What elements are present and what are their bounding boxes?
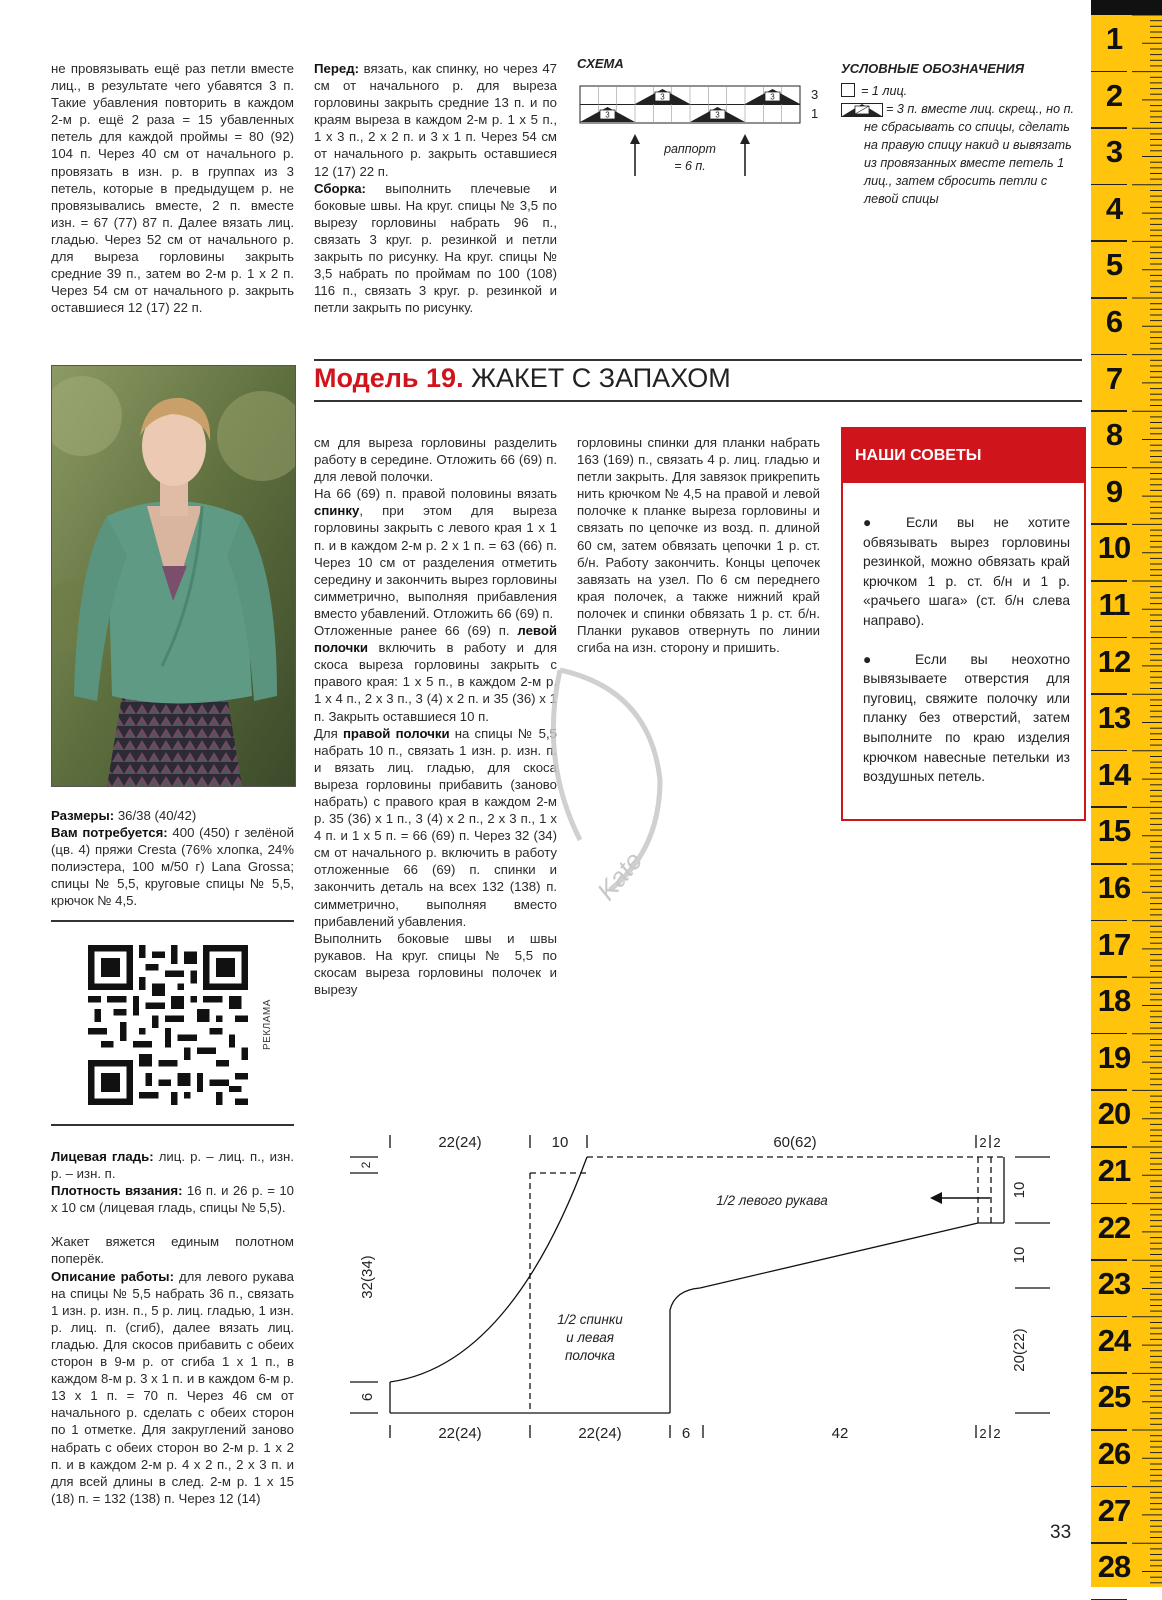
ruler-number: 17 xyxy=(1097,926,1131,962)
ruler-line xyxy=(1091,1259,1127,1261)
right-paragraph: горловины спинки для планки набрать 163 (169) п., связать 4 р. лиц. гладью и петли закрыть. Для завязок прикрепить нить крючком № 4,5 на правой и левой полочке к планке выреза горловины и связать по цепочке из возд. п. длиной 60 см, затем обвязать цепочки 1 р. ст. б/н. Работу закончить. Концы цепочек завязать на узел. По 6 см переднего края полочек, а также нижний край полочек и спинки обвязать 1 р. ст. б/н. Планки рукавов отвернуть по линии сгиба на изн. сторону и пришить. xyxy=(577,435,820,656)
qr-code[interactable] xyxy=(88,945,248,1105)
top-column-1-text: не провязывать ещё раз петли вместе лиц., в результате чего убавятся 3 п. Такие убавления повторить в каждом 2-м р. ещё 2 раза = 15 убавленных петель для каждой проймы = 80 (92) 104 п. Через 40 см от начального р. провязать в изн. р. в группах из 3 петель, которые в предыдущем р. не провязывались вместе, 2 п. вместе изн. = 67 (77) 87 п. Далее вязать лиц. гладью. Через 52 см от начального р. для выреза горловины закрыть средние 39 п., затем во 2-м р. 1 х 2 п. Через 54 см от начального р. закрыть оставшиеся 12 (17) 22 п. xyxy=(51,61,294,316)
dim-right-b: 10 xyxy=(1011,1246,1028,1264)
right-column xyxy=(577,434,820,656)
ruler-line xyxy=(1091,1316,1127,1318)
ruler-number: 1 xyxy=(1105,21,1123,56)
title-rule-top xyxy=(314,359,1082,361)
ruler-number: 2 xyxy=(1105,77,1123,113)
ruler-line xyxy=(1091,693,1127,695)
scheme-cell-number: 3 xyxy=(715,110,720,120)
model-title xyxy=(314,363,731,394)
right-front-paragraph: Для правой полочки на спицы № 5,5 набрать 10 п., связать 1 изн. р. изн. п. и вязать лиц. гладью, для скоса выреза горловины прибавить (заново набрать) с правого края в каждом 2-м р. 35 (36) х 1 п., 3 (4) х 2 п., 2 х 3 п., 1 х 4 п. и 1 х 5 п. = 66 (69) п. Через 32 (34) см от начального р. включить в работу отложенные 66 (69) п. спинки и закончить деталь на всех 132 (138) п. симметрично, выполняя вместо прибавлений убавления. xyxy=(314,725,557,929)
scheme-row-1: 1 xyxy=(811,106,819,121)
ruler-top-band xyxy=(1091,0,1162,15)
dim-right-a: 10 xyxy=(1011,1181,1028,1199)
body-label-2: и левая xyxy=(566,1330,614,1345)
ruler-line xyxy=(1091,1203,1127,1205)
qr-rule xyxy=(51,1124,294,1126)
ruler-number: 19 xyxy=(1097,1039,1131,1075)
description: Описание работы: для левого рукава на спицы № 5,5 набрать 36 п., связать 1 изн. р. изн. п., 5 р. лиц. гладью, 1 изн. р. лиц. п. (сгиб), далее вязать лиц. гладью. Для скосов прибавить с обеих сторон в 9-м р. от сгиба 1 х 1 п., в каждом 8-м р. 3 х 1 п. и в каждом 6-м р. 13 х 1 п. = 70 п. Через 46 см от начального р. сделать с обеих сторон по 1 отметке. Для закруглений заново набрать с обеих сторон во 2-м р. 1 х 2 п. и в каждом 2-м р. 4 х 2 п., 2 х 3 п. и для всей длины в след. 2-м р. 1 х 15 (18) п. = 132 (138) п. Через 12 (14) xyxy=(51,1268,294,1506)
ruler-line xyxy=(1091,354,1127,356)
dim-top-a: 22(24) xyxy=(438,1134,482,1151)
ruler-line xyxy=(1091,1089,1127,1091)
tips-box xyxy=(841,427,1086,821)
ruler-line xyxy=(1091,240,1127,242)
triangle-cell-icon xyxy=(841,103,883,117)
ruler-number: 16 xyxy=(1097,870,1131,905)
scheme-cell-number: 3 xyxy=(770,92,775,102)
stitch-scheme xyxy=(575,52,825,182)
specs xyxy=(51,807,294,910)
ruler-number: 24 xyxy=(1097,1322,1131,1358)
ruler-line xyxy=(1091,863,1127,865)
ruler-line xyxy=(1091,467,1127,469)
mid-paragraph-1: см для выреза горловины разделить работу в середине. Отложить 66 (69) п. для левой полочки. xyxy=(314,435,557,485)
top-column-2 xyxy=(314,60,557,316)
model-number: Модель 19. xyxy=(314,363,464,393)
tips-title: НАШИ СОВЕТЫ xyxy=(843,429,1084,483)
top-column-1 xyxy=(51,60,294,316)
dim-top-b: 10 xyxy=(551,1134,569,1151)
dim-top-c: 60(62) xyxy=(773,1134,817,1151)
ruler-number: 26 xyxy=(1097,1436,1131,1471)
watermark-text: Kate xyxy=(590,845,649,906)
ruler-number: 12 xyxy=(1097,643,1131,679)
back-paragraph: На 66 (69) п. правой половины вязать спинку, при этом для выреза горловины закрыть с левого края 1 х 1 п. и в каждом 2-м р. 2 х 1 п. = 63 (66) п. Через 10 см от разделения отметить середину и закончить вырез горловины симметрично, выполняя прибавления вместо убавлений. Отложить 66 (69) п. xyxy=(314,486,557,621)
ruler-line xyxy=(1091,297,1127,299)
ruler-line xyxy=(1091,1542,1127,1544)
dim-bot-c: 6 xyxy=(681,1425,691,1442)
ruler-number: 27 xyxy=(1097,1492,1131,1528)
gauge: Плотность вязания: 16 п. и 26 р. = 10 х 10 см (лицевая гладь, спицы № 5,5). xyxy=(51,1183,295,1216)
ruler-line xyxy=(1091,1146,1127,1148)
pattern-outline xyxy=(390,1157,587,1382)
ruler-line xyxy=(1091,1486,1127,1488)
stitch-definition: Лицевая гладь: лиц. р. – лиц. п., изн. р. – изн. п. xyxy=(51,1149,294,1182)
ruler-number: 5 xyxy=(1105,247,1123,283)
ruler-number: 7 xyxy=(1105,360,1123,396)
ruler-line xyxy=(1091,71,1127,73)
ruler-number: 28 xyxy=(1097,1549,1131,1585)
scheme-repeat-count: = 6 п. xyxy=(674,159,706,173)
repeat-arrow-icon xyxy=(740,134,750,176)
scheme-title: СХЕМА xyxy=(577,56,624,71)
dim-bot-a: 22(24) xyxy=(438,1425,482,1442)
ruler-number: 22 xyxy=(1097,1209,1131,1245)
empty-cell-icon xyxy=(841,83,855,97)
left-front-paragraph: Отложенные ранее 66 (69) п. левой полочки включить в работу и для скоса выреза горловины закрыть с правого края: 1 х 5 п., в каждом 2-м р. 1 х 4 п., 2 х 3 п., 3 (4) х 2 п. и 35 (36) х 1 п. Закрыть оставшиеся 10 п. xyxy=(314,623,557,724)
ruler-number: 10 xyxy=(1097,530,1131,566)
ruler-line xyxy=(1091,1372,1127,1374)
ruler-number: 6 xyxy=(1105,304,1123,339)
dim-bot-d: 42 xyxy=(831,1425,849,1442)
repeat-arrow-icon xyxy=(630,134,640,176)
title-rule-bottom xyxy=(314,400,1082,402)
dim-top-e: 2 xyxy=(993,1135,1001,1150)
body-label-3: полочка xyxy=(564,1348,616,1363)
garment-pattern xyxy=(350,1120,1050,1450)
ruler-number: 13 xyxy=(1097,700,1131,736)
ruler-line xyxy=(1091,410,1127,412)
model-name: ЖАКЕТ С ЗАПАХОМ xyxy=(471,363,731,393)
ruler-line xyxy=(1091,184,1127,186)
body-label-1: 1/2 спинки xyxy=(557,1312,623,1327)
tip-1: ● Если вы не хотите обвязывать вырез горловины резинкой, можно обвязать край крючком 1 р. ст. б/н и 1 р. «рачьего шага» (ст. б/н слева направо). xyxy=(863,515,1070,628)
ruler-line xyxy=(1091,637,1127,639)
ruler-line xyxy=(1091,127,1127,129)
left-column xyxy=(51,1148,294,1507)
dim-left-a: 2 xyxy=(359,1161,373,1169)
ruler-number: 25 xyxy=(1097,1379,1131,1415)
tip-2: ● Если вы неохотно вывязываете отверстия для пуговиц, свяжите полочку или планку без отверстий, затем выполните по краю изделия крючком навесные петельки из воздушных петель. xyxy=(863,651,1070,785)
specs-rule xyxy=(51,920,294,922)
ruler-number: 3 xyxy=(1105,134,1123,170)
scheme-cell-number: 3 xyxy=(660,92,665,102)
dim-left-c: 6 xyxy=(359,1392,376,1402)
dim-bot-b: 22(24) xyxy=(578,1425,622,1442)
scheme-row-3: 3 xyxy=(811,87,819,102)
ruler-line xyxy=(1091,976,1127,978)
ruler-line xyxy=(1091,806,1127,808)
ruler-number: 4 xyxy=(1105,190,1123,226)
dim-bot-e: 2 xyxy=(979,1426,987,1441)
ruler-line xyxy=(1091,1429,1127,1431)
sizes: Размеры: 36/38 (40/42) xyxy=(51,808,197,823)
dim-right-c: 20(22) xyxy=(1011,1328,1028,1372)
intro: Жакет вяжется единым полотном поперёк. xyxy=(51,1234,294,1267)
ruler-number: 11 xyxy=(1098,587,1130,622)
ruler-number: 18 xyxy=(1097,983,1131,1019)
ruler-number: 20 xyxy=(1097,1096,1131,1132)
dim-left-b: 32(34) xyxy=(359,1255,376,1299)
direction-arrow-icon xyxy=(930,1192,990,1204)
ruler-number: 15 xyxy=(1097,813,1131,849)
ruler-line xyxy=(1091,1033,1127,1035)
ruler-line xyxy=(1091,750,1127,752)
ad-label: РЕКЛАМА xyxy=(262,999,273,1050)
sleeve-label: 1/2 левого рукава xyxy=(716,1193,828,1208)
ruler-number: 14 xyxy=(1097,756,1131,792)
assembly-paragraph: Сборка: выполнить плечевые и боковые швы. На круг. спицы № 3,5 по вырезу горловины набрать 96 п., связать 3 круг. р. резинкой и петли закрыть по рисунку. На круг. спицы № 3,5 набрать по проймам по 100 (108) 116 п., связать 3 круг. р. резинкой и петли закрыть по рисунку. xyxy=(314,180,557,316)
materials: Вам потребуется: 400 (450) г зелёной (цв. 4) пряжи Cresta (76% хлопка, 24% полиэстера, 100 м/50 г) Lana Grossa; спицы № 5,5, круговые спицы № 5,5, крючок № 4,5. xyxy=(51,825,295,909)
page-number: 33 xyxy=(1050,1522,1072,1543)
dim-top-d: 2 xyxy=(979,1135,987,1150)
dim-bot-f: 2 xyxy=(993,1426,1001,1441)
model-photo xyxy=(51,365,296,787)
legend xyxy=(841,60,1081,208)
scheme-repeat-label: раппорт xyxy=(664,142,716,156)
ruler-line xyxy=(1091,920,1127,922)
scheme-cell-number: 3 xyxy=(605,110,610,120)
front-paragraph: Перед: вязать, как спинку, но через 47 см от начального р. для выреза горловины закрыть средние 13 п. и по краям выреза в каждом 2-м р. 1 х 5 п., 1 х 3 п., 2 х 2 п. и 3 х 1 п. Через 54 см от начального р. закрыть оставшиеся 12 (17) 22 п. xyxy=(314,61,557,179)
watermark xyxy=(520,640,680,920)
ruler-number: 21 xyxy=(1097,1153,1131,1188)
ruler-line xyxy=(1091,523,1127,525)
seams-paragraph: Выполнить боковые швы и швы рукавов. На круг. спицы № 5,5 по скосам выреза горловины полочек и вырезу xyxy=(314,930,557,997)
legend-item-cross: = 3 п. вместе лиц. скрещ., но п. не сбрасывать со спицы, сделать на правую спицу накид и вывязать из провязанных вместе петель 1 лиц., затем сбросить петли с левой спицы xyxy=(841,100,1081,208)
ruler-number: 23 xyxy=(1097,1266,1131,1302)
legend-title: УСЛОВНЫЕ ОБОЗНАЧЕНИЯ xyxy=(841,61,1025,76)
ruler-number: 8 xyxy=(1105,417,1123,453)
legend-item-knit: = 1 лиц. xyxy=(841,82,1081,100)
ruler-line xyxy=(1091,580,1127,582)
ruler-number: 9 xyxy=(1105,473,1123,509)
